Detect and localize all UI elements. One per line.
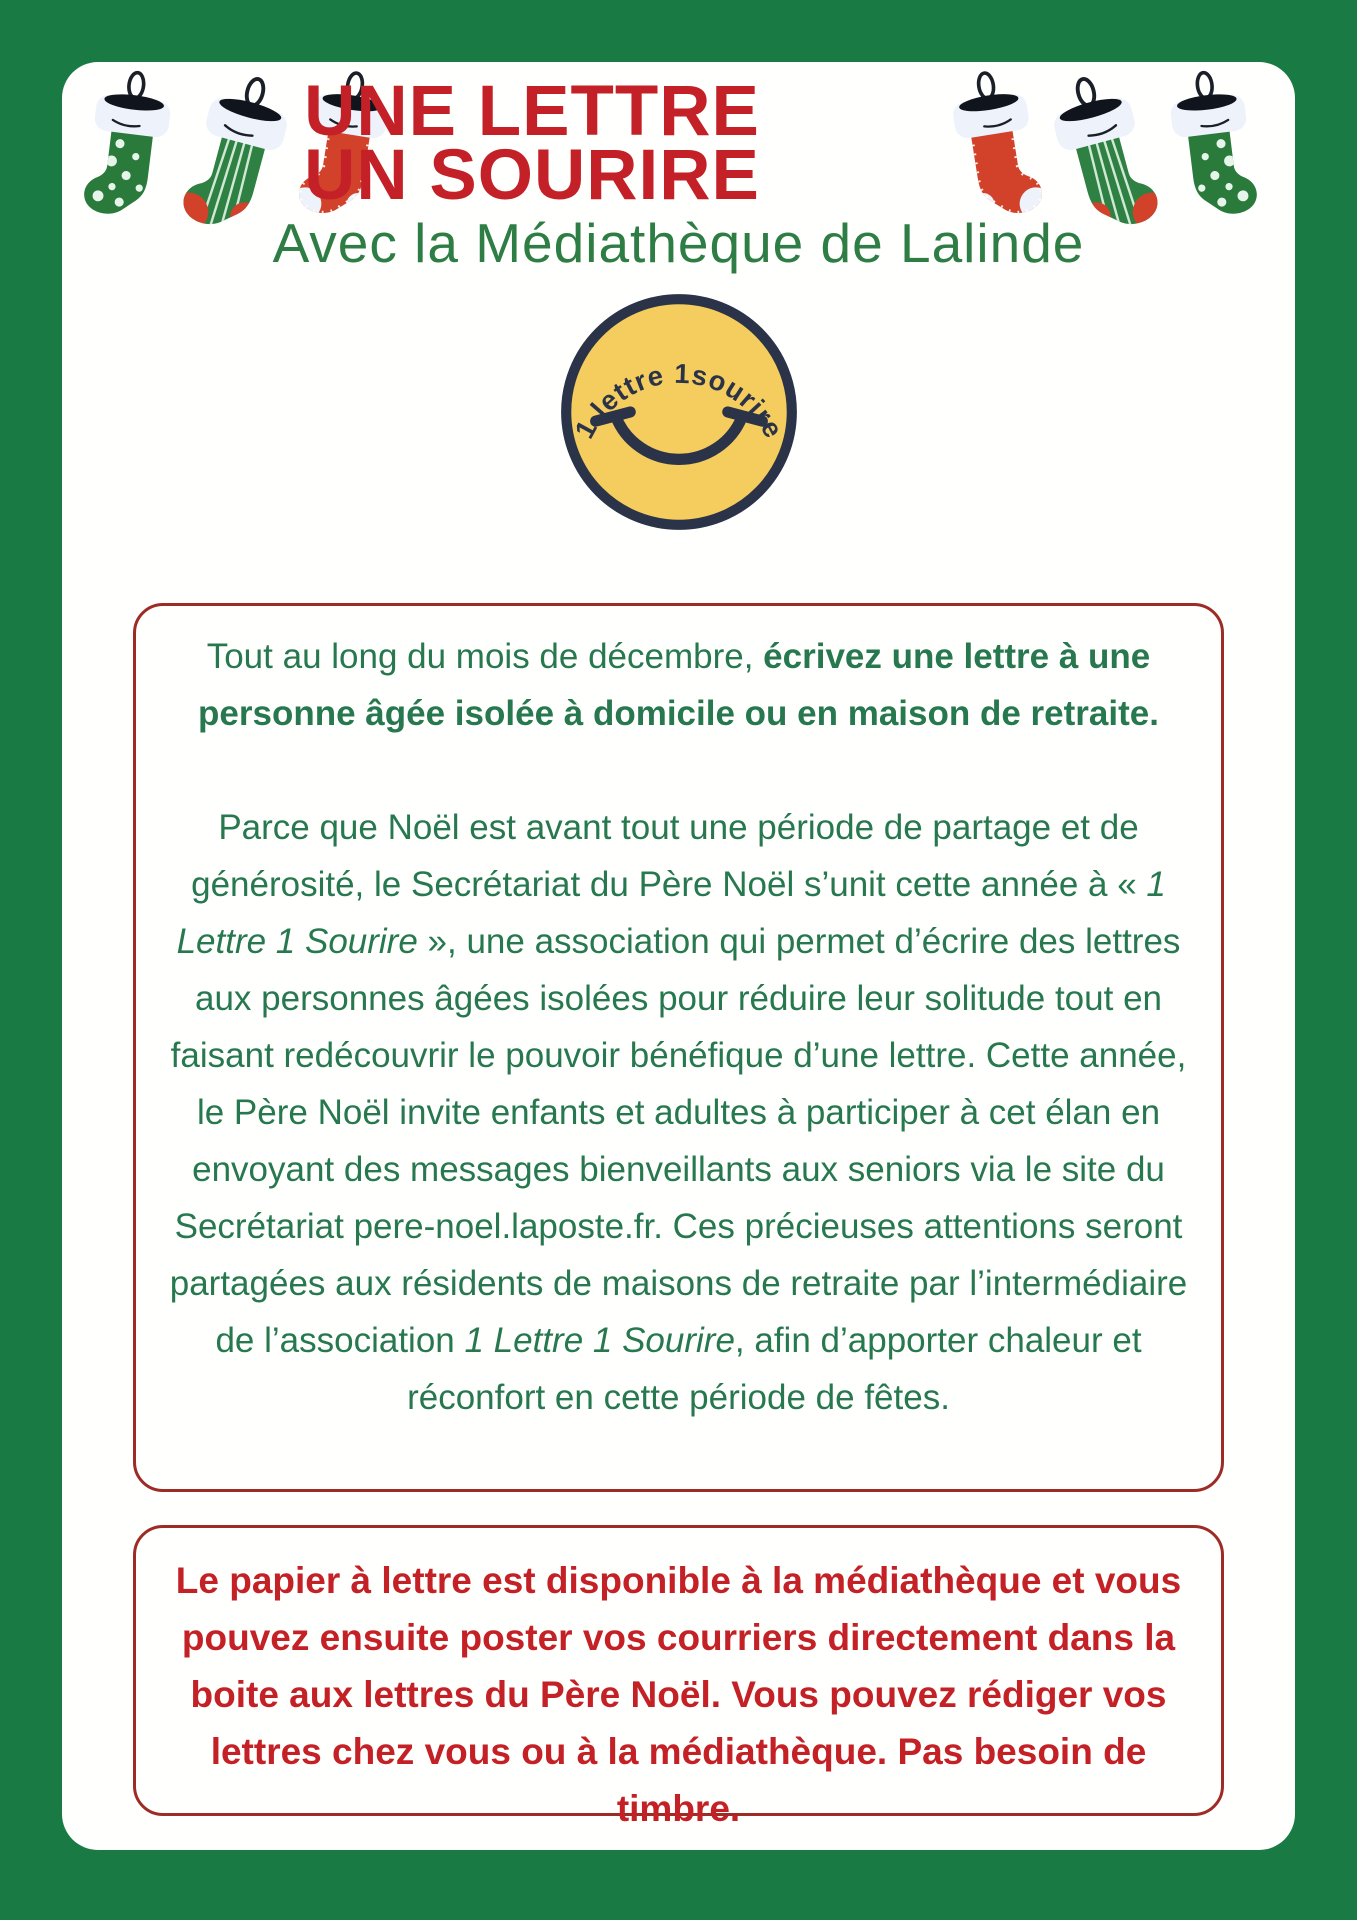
subtitle: Avec la Médiathèque de Lalinde [272, 212, 1085, 274]
body-italic-2: 1 Lettre 1 Sourire [464, 1321, 735, 1360]
info-body-paragraph [162, 799, 1195, 1426]
body-text-2: », une association qui permet d’écrire des lettres aux personnes âgées isolées pour réduire leur solitude tout en faisant redécouvrir le pouvoir bénéfique d’une lettre. Cette année, le Père Noël invite enfants et adultes à participer à cet élan en envoyant des messages bienveillants aux seniors via le site du Secrétariat pere-noel.laposte.fr. Ces précieuses attentions seront partagées aux résidents de maisons de retraite par l’intermédiaire de l’association [169, 922, 1188, 1360]
smiley-face-logo [555, 288, 803, 536]
title-line-2: UN SOURIRE [304, 136, 760, 215]
info-box [133, 603, 1224, 1492]
practical-box [133, 1525, 1224, 1829]
practical-text: Le papier à lettre est disponible à la médiathèque et vous pouvez ensuite poster vos courriers directement dans la boite aux lettres du Père Noël. Vous pouvez rédiger vos lettres chez vous ou à la médiathèque. Pas besoin de timbre. [175, 1560, 1182, 1829]
info-lead-paragraph [162, 628, 1195, 742]
title-line-1: UNE LETTRE [304, 72, 760, 151]
body-text-3: , afin d’apporter chaleur et réconfort en cette période de fêtes. [407, 1321, 1142, 1417]
logo-arc-text: 1 lettre 1sourire [567, 357, 790, 444]
page-title [182, 72, 882, 215]
poster-card [62, 62, 1295, 1850]
lead-bold-text: écrivez une lettre à une personne âgée isolée à domicile ou en maison de retraite. [198, 637, 1159, 733]
lead-text: Tout au long du mois de décembre, [206, 637, 764, 676]
body-italic-1: 1 Lettre 1 Sourire [176, 865, 1166, 961]
body-text-1: Parce que Noël est avant tout une période de partage et de générosité, le Secrétariat du Père Noël s’unit cette année à « [191, 808, 1147, 904]
